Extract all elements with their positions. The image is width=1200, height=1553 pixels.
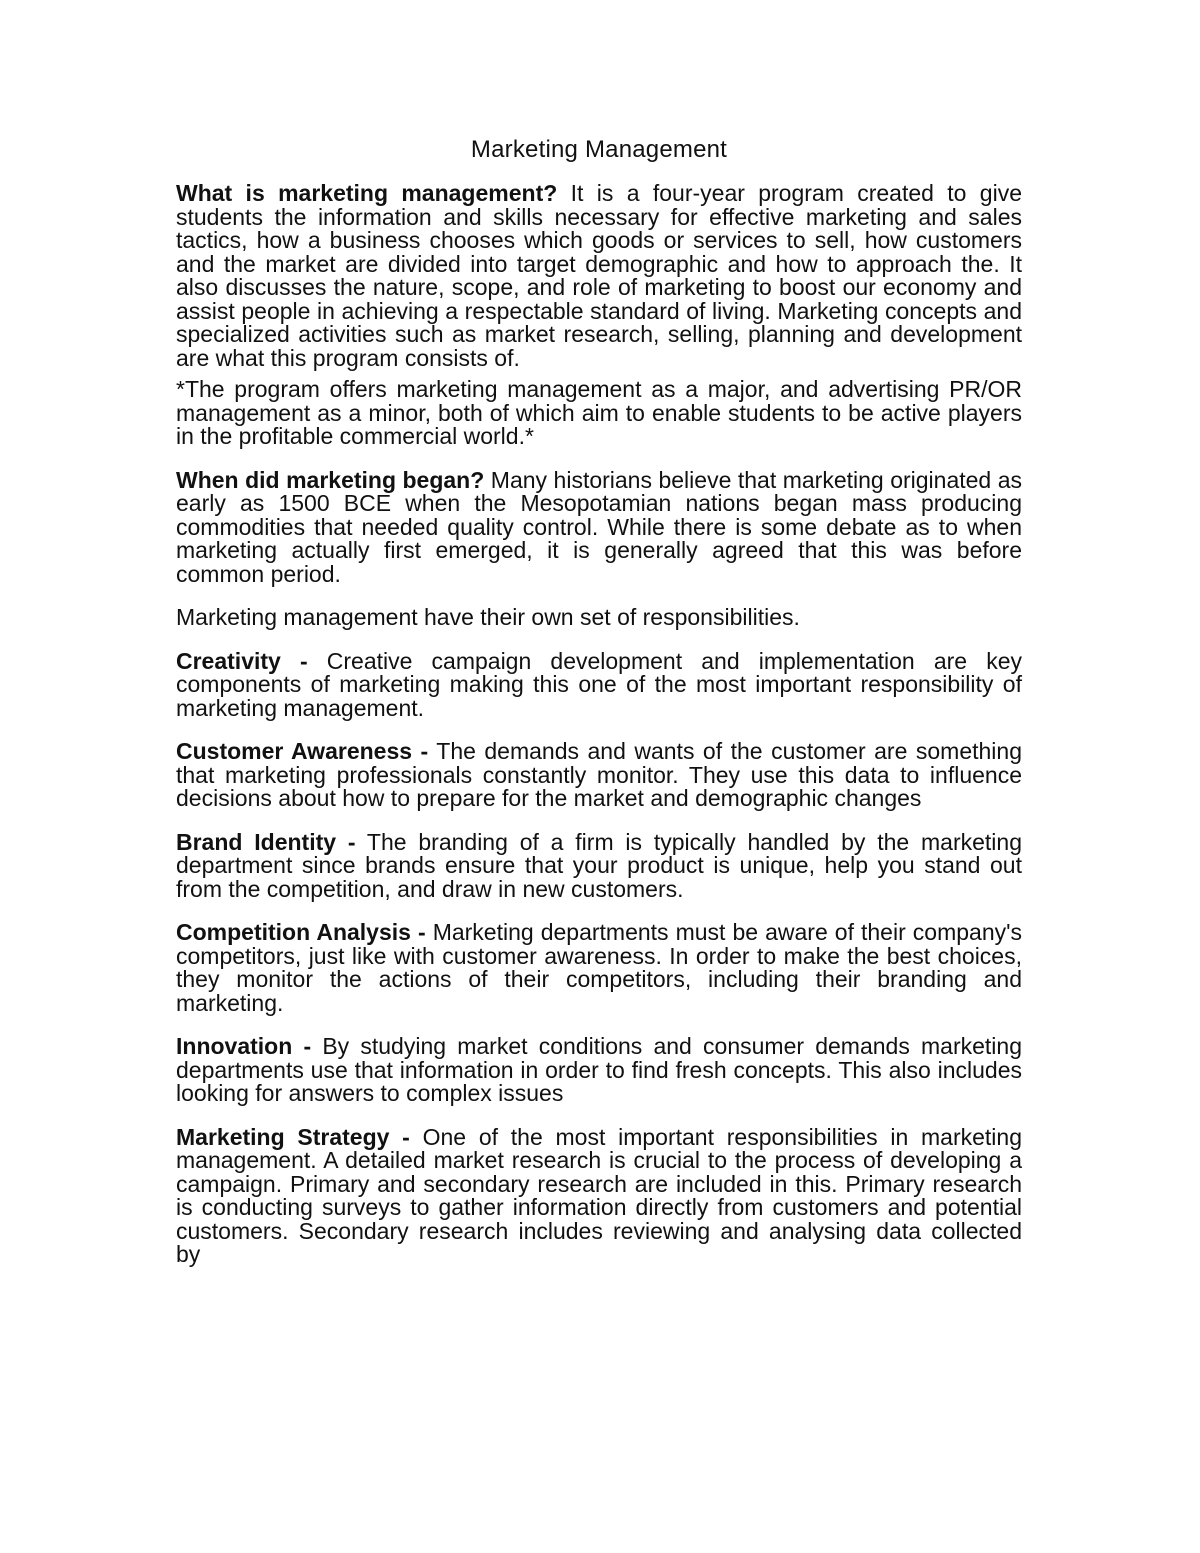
paragraph-heading: What is marketing management?: [176, 180, 558, 206]
paragraph-text: By studying market conditions and consumer demands marketing departments use that information in order to find fresh concepts. This also includes looking for answers to complex issues: [176, 1033, 1022, 1106]
paragraph-competition-analysis: [176, 921, 1022, 1015]
paragraph-text: The demands and wants of the customer are something that marketing professionals constantly monitor. They use this data to influence decisions about how to prepare for the market and demographic changes: [176, 738, 1022, 811]
paragraph-text: It is a four-year program created to give students the information and skills necessary for effective marketing and sales tactics, how a business chooses which goods or services to sell, how customers and the market are divided into target demographic and how to approach the. It also discusses the nature, scope, and role of marketing to boost our economy and assist people in achieving a respectable standard of living. Marketing concepts and specialized activities such as market research, selling, planning and development are what this program consists of.: [176, 180, 1023, 371]
paragraph-heading: Innovation -: [176, 1033, 312, 1059]
paragraph-text: The branding of a firm is typically handled by the marketing department since brands ensure that your product is unique, help you stand out from the competition, and draw in new customers.: [176, 828, 1022, 902]
paragraph-heading: When did marketing began?: [176, 466, 485, 493]
paragraph-creativity: [176, 647, 1023, 721]
paragraph-text: One of the most important responsibilities in marketing management. A detailed market research is crucial to the process of developing a campaign. Primary and secondary research are included in this. Primary research is conducting surveys to gather information directly from customers and potential customers. Secondary research includes reviewing and analysing data collected by: [176, 1123, 1022, 1267]
paragraph-innovation: [176, 1035, 1022, 1106]
paragraph-marketing-strategy: [176, 1123, 1022, 1267]
paragraph-heading: Customer Awareness -: [176, 738, 429, 764]
paragraph-text: Marketing departments must be aware of their company's competitors, just like with customer awareness. In order to make the best choices, they monitor the actions of their competitors, including their branding and marketing.: [176, 919, 1022, 1016]
paragraph-text: Marketing management have their own set of responsibilities.: [176, 604, 800, 630]
paragraph-program-note: [176, 378, 1022, 449]
paragraph-text: *The program offers marketing management as a major, and advertising PR/OR management as a minor, both of which aim to enable students to be active players in the profitable commercial world.*: [176, 376, 1022, 449]
paragraph-what-is: [176, 182, 1022, 370]
document-page: [176, 136, 1022, 1287]
paragraph-heading: Brand Identity -: [176, 828, 356, 855]
paragraph-text: Creative campaign development and implementation are key components of marketing making this one of the most important responsibility of marketing management.: [176, 647, 1023, 721]
paragraph-text: Many historians believe that marketing originated as early as 1500 BCE when the Mesopotamian nations began mass producing commodities that needed quality control. While there is some debate as to when marketing actually first emerged, it is generally agreed that this was before common period.: [176, 466, 1023, 587]
paragraph-heading: Competition Analysis -: [176, 919, 426, 945]
paragraph-history: [176, 466, 1023, 587]
paragraph-heading: Marketing Strategy -: [176, 1123, 410, 1150]
paragraph-responsibilities-intro: [176, 606, 1022, 630]
paragraph-brand-identity: [176, 828, 1022, 902]
paragraph-customer-awareness: [176, 740, 1022, 811]
document-title: Marketing Management: [470, 136, 728, 163]
paragraph-heading: Creativity -: [176, 647, 308, 674]
